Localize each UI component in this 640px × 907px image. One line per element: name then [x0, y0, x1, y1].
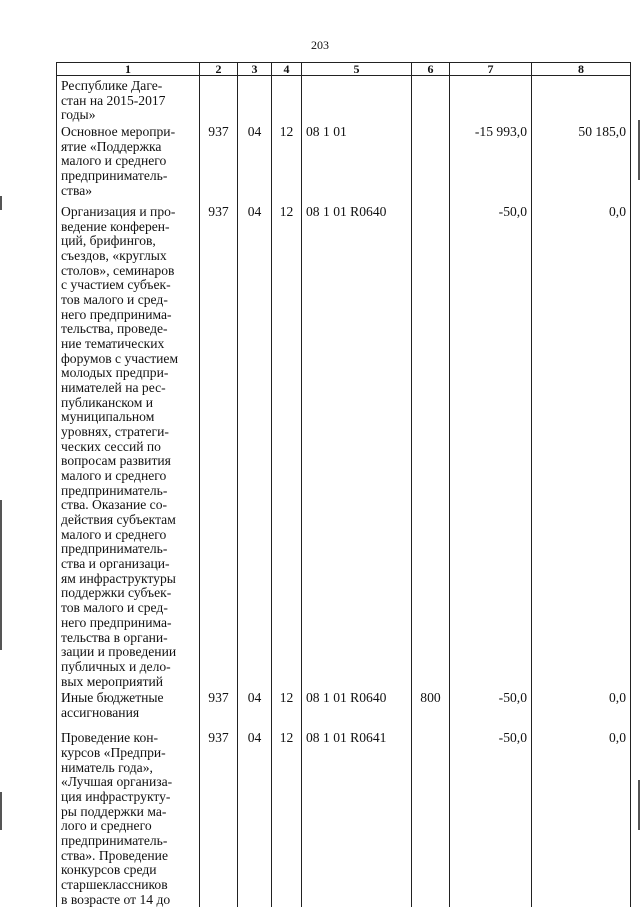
item-name: Иные бюджетные ассигнования	[57, 689, 200, 729]
target-article-code	[302, 76, 412, 124]
section-code: 04	[238, 123, 272, 203]
column-header: 5	[302, 63, 412, 76]
amount-total: 0,0	[532, 689, 631, 729]
table-row	[57, 689, 631, 729]
scan-edge-mark	[0, 500, 2, 650]
subsection-code	[272, 76, 302, 124]
scan-edge-mark	[0, 792, 2, 830]
table-row	[57, 123, 631, 203]
expense-type-code	[412, 203, 450, 689]
scan-edge-mark	[0, 196, 2, 210]
admin-code	[200, 76, 238, 124]
subsection-code: 12	[272, 203, 302, 689]
subsection-code: 12	[272, 689, 302, 729]
target-article-code: 08 1 01 R0641	[302, 729, 412, 907]
item-name: Проведение кон- курсов «Предпри- ниматель года», «Лучшая организа- ция инфраструкту- ры поддержки ма- лого и среднего предприниматель- ства». Проведение конкурсов среди старшеклассников в возрасте от 14 до	[57, 729, 200, 907]
expense-type-code	[412, 729, 450, 907]
amount-change: -50,0	[450, 689, 532, 729]
admin-code: 937	[200, 123, 238, 203]
item-name: Организация и про- ведение конферен- ций, брифингов, съездов, «круглых столов», семинаров с участием субъек- тов малого и сред- него предпринима- тельства, проведе- ние тематических форумов с участием молодых предпри- нимателей на рес- публиканском и муниципальном уровнях, стратеги- ческих сессий по вопросам развития малого и среднего предприниматель- ства. Оказание со- действия субъектам малого и среднего предприниматель- ства и организаци- ям инфраструктуры поддержки субъек- тов малого и сред- него предпринима- тельства в органи- зации и проведении публичных и дело- вых мероприятий	[57, 203, 200, 689]
table-row	[57, 729, 631, 907]
admin-code: 937	[200, 203, 238, 689]
page-number: 203	[311, 38, 329, 52]
section-code	[238, 76, 272, 124]
admin-code: 937	[200, 689, 238, 729]
subsection-code: 12	[272, 729, 302, 907]
admin-code: 937	[200, 729, 238, 907]
column-number-header-row	[57, 63, 631, 76]
column-header: 7	[450, 63, 532, 76]
column-header: 6	[412, 63, 450, 76]
section-code: 04	[238, 203, 272, 689]
column-header: 4	[272, 63, 302, 76]
item-name: Республике Даге- стан на 2015-2017 годы»	[57, 76, 200, 124]
column-header: 3	[238, 63, 272, 76]
expense-type-code	[412, 76, 450, 124]
expense-type-code: 800	[412, 689, 450, 729]
item-name: Основное меропри- ятие «Поддержка малого и среднего предприниматель- ства»	[57, 123, 200, 203]
target-article-code: 08 1 01 R0640	[302, 689, 412, 729]
section-code: 04	[238, 729, 272, 907]
table-row-continuation	[57, 76, 631, 124]
amount-change: -50,0	[450, 203, 532, 689]
amount-total: 50 185,0	[532, 123, 631, 203]
column-header: 8	[532, 63, 631, 76]
target-article-code: 08 1 01 R0640	[302, 203, 412, 689]
amount-change: -15 993,0	[450, 123, 532, 203]
section-code: 04	[238, 689, 272, 729]
amount-change	[450, 76, 532, 124]
table-row	[57, 203, 631, 689]
column-header: 2	[200, 63, 238, 76]
amount-change: -50,0	[450, 729, 532, 907]
budget-table	[56, 62, 631, 907]
amount-total: 0,0	[532, 203, 631, 689]
subsection-code: 12	[272, 123, 302, 203]
expense-type-code	[412, 123, 450, 203]
amount-total	[532, 76, 631, 124]
column-header: 1	[57, 63, 200, 76]
amount-total: 0,0	[532, 729, 631, 907]
target-article-code: 08 1 01	[302, 123, 412, 203]
